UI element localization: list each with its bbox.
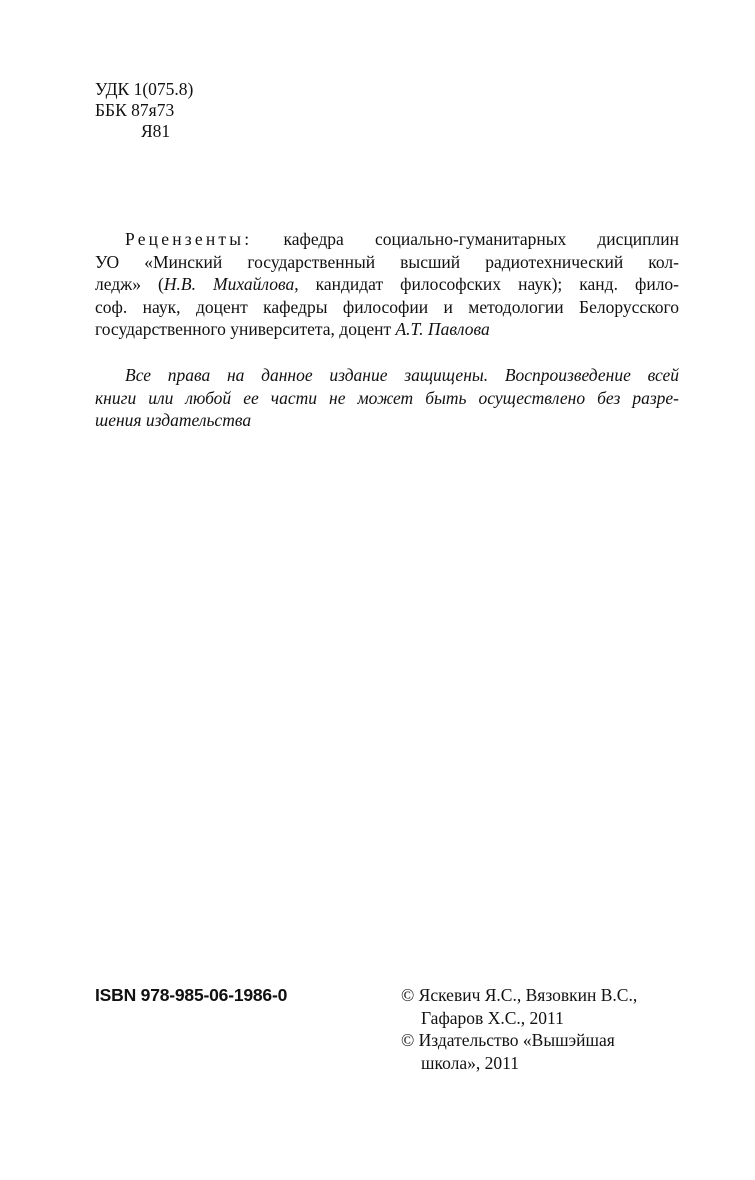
rights-line-1: Все права на данное издание защищены. Воспроизведение всей xyxy=(125,365,679,385)
copyright-publisher-line-2: школа», 2011 xyxy=(421,1052,519,1073)
reviewers-line-4: соф. наук, доцент кафедры философии и методологии Белорусского xyxy=(95,296,679,317)
bbk-code: ББК 87я73 xyxy=(95,100,175,120)
reviewers-line-1: Рецензенты: кафедра социально-гуманитарных дисциплин xyxy=(125,229,679,249)
author-sign-code: Я81 xyxy=(141,121,171,141)
reviewers-line-5: государственного университета, доцент А.Т. Павлова xyxy=(95,319,490,339)
copyright-authors-line-2: Гафаров Х.С., 2011 xyxy=(421,1007,564,1028)
copyright-authors-line-1: © Яскевич Я.С., Вязовкин В.С., xyxy=(401,985,638,1005)
rights-notice xyxy=(95,364,679,432)
reviewers-line-3: ледж» (Н.В. Михайлова, кандидат философских наук); канд. фило- xyxy=(95,274,679,294)
reviewers-line-2: УО «Минский государственный высший радиотехнический кол- xyxy=(95,251,679,272)
isbn-number: ISBN 978-985-06-1986-0 xyxy=(95,985,288,1005)
udk-code: УДК 1(075.8) xyxy=(95,79,194,99)
classification-codes xyxy=(95,79,193,142)
reviewer-name-2: А.Т. Павлова xyxy=(395,319,490,339)
rights-line-2: книги или любой ее части не может быть осуществлено без разре- xyxy=(95,387,679,408)
copyright-block xyxy=(401,984,681,1074)
copyright-publisher-line-1: © Издательство «Вышэйшая xyxy=(401,1030,615,1050)
reviewers-label: Рецензенты: xyxy=(125,229,253,249)
rights-line-3: шения издательства xyxy=(95,410,252,430)
reviewer-name-1: Н.В. Михайлова xyxy=(163,274,295,294)
reviewers-paragraph xyxy=(95,228,679,341)
